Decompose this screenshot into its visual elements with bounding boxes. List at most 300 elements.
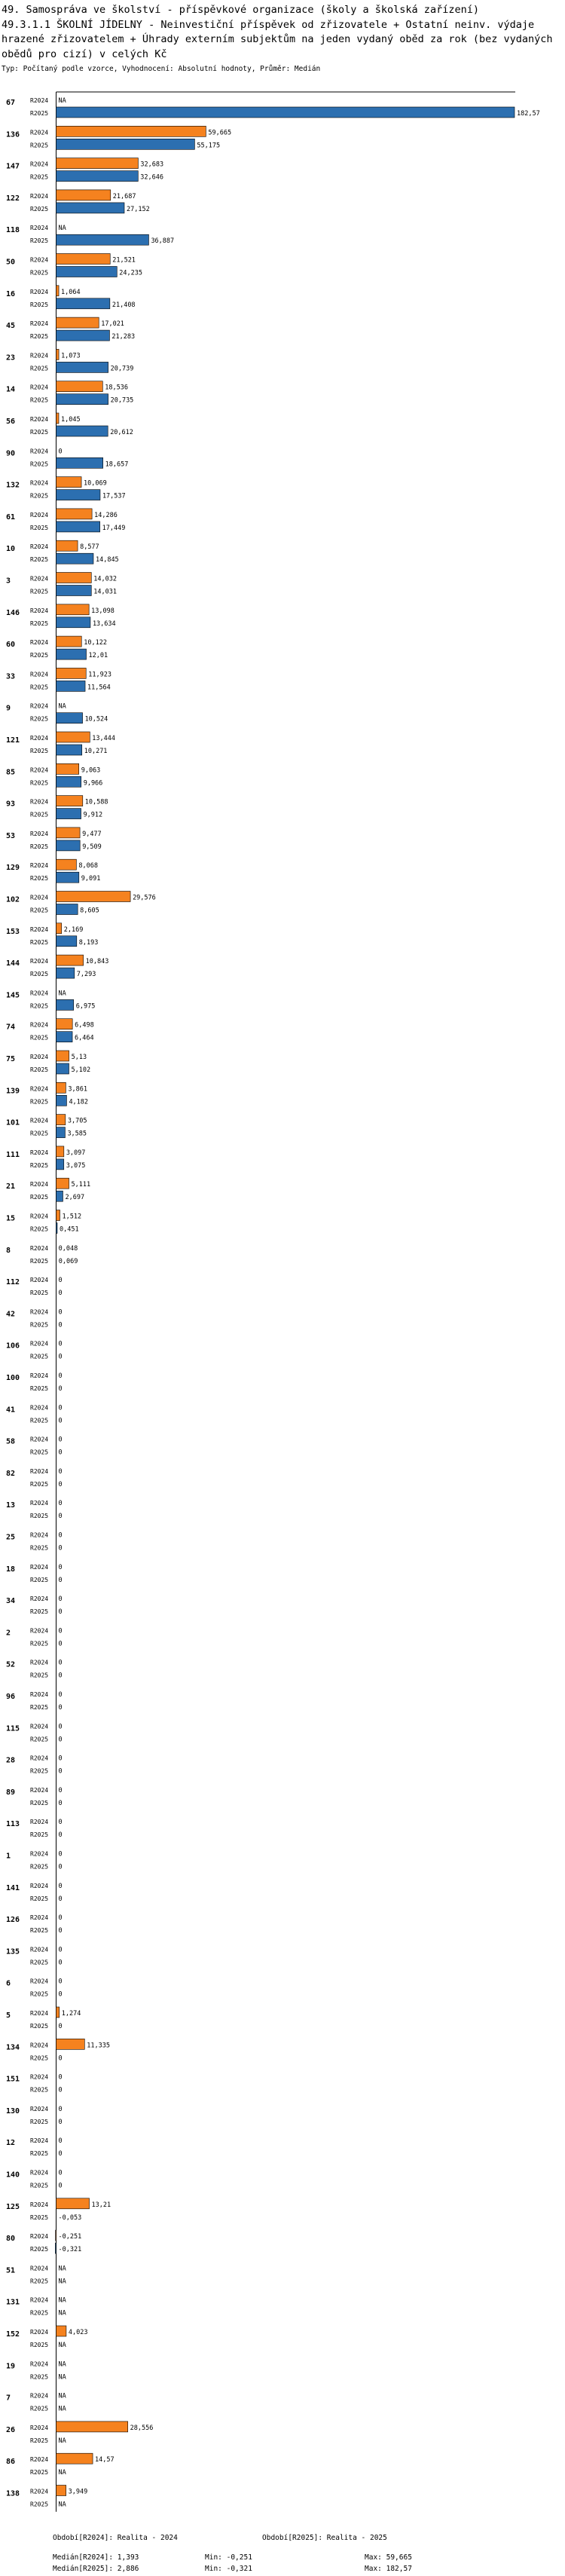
category-label: 15 <box>6 1214 16 1223</box>
series-label: R2024 <box>30 1946 49 1953</box>
category-label: 42 <box>6 1310 16 1319</box>
value-label: 0 <box>58 2073 63 2082</box>
series-label: R2025 <box>30 1640 49 1647</box>
series-label: R2025 <box>30 811 49 818</box>
series-label: R2024 <box>30 416 49 423</box>
bar-r2025 <box>56 1095 67 1106</box>
series-label: R2025 <box>30 715 49 723</box>
value-label: 10,524 <box>84 715 108 724</box>
series-label: R2024 <box>30 1213 49 1220</box>
series-label: R2025 <box>30 1736 49 1743</box>
bar-r2025 <box>56 745 82 755</box>
bar-r2024 <box>56 636 82 647</box>
bar-r2025 <box>56 617 90 628</box>
category-label: 58 <box>6 1437 16 1446</box>
series-label: R2025 <box>30 2437 49 2444</box>
category-label: 146 <box>6 608 20 617</box>
value-label: -0,321 <box>58 2246 82 2254</box>
series-label: R2025 <box>30 1130 49 1137</box>
series-label: R2025 <box>30 1161 49 1169</box>
category-label: 61 <box>6 512 16 522</box>
value-label: 0 <box>58 1340 63 1348</box>
category-label: 6 <box>6 1979 11 1988</box>
category-label: 80 <box>6 2235 16 2244</box>
series-label: R2024 <box>30 1882 49 1889</box>
series-label: R2025 <box>30 1385 49 1392</box>
value-label: 0 <box>58 1417 63 1425</box>
bar-r2024 <box>56 1082 66 1093</box>
value-label: 0 <box>58 1799 63 1807</box>
value-label: NA <box>58 2501 66 2509</box>
series-label: R2024 <box>30 830 49 837</box>
value-label: 36,887 <box>151 237 175 246</box>
series-label: R2025 <box>30 1290 49 1297</box>
series-label: R2024 <box>30 1691 49 1698</box>
value-label: 0 <box>58 2169 63 2177</box>
bar-r2024 <box>56 1019 73 1029</box>
category-label: 144 <box>6 959 20 968</box>
value-label: 13,444 <box>92 735 116 742</box>
category-label: 135 <box>6 1947 20 1956</box>
category-label: 93 <box>6 800 16 809</box>
series-label: R2024 <box>30 1054 49 1060</box>
series-label: R2025 <box>30 2501 49 2508</box>
value-label: 11,564 <box>87 684 111 692</box>
category-label: 33 <box>6 672 16 681</box>
series-label: R2025 <box>30 1225 49 1233</box>
bar-r2025 <box>56 267 118 277</box>
series-label: R2025 <box>30 237 49 245</box>
bar-r2024 <box>56 1146 64 1157</box>
series-label: R2024 <box>30 2073 49 2081</box>
series-label: R2025 <box>30 843 49 850</box>
max-r2025: Max: 182,57 <box>365 2565 412 2573</box>
value-label: -0,053 <box>58 2213 82 2222</box>
value-label: NA <box>58 2309 66 2317</box>
value-label: 20,735 <box>110 396 134 405</box>
median-r2024: Medián[R2024]: 1,393 <box>53 2553 139 2562</box>
value-label: 20,739 <box>110 365 134 373</box>
bar-r2024 <box>56 1210 60 1221</box>
bar-r2024 <box>56 604 90 615</box>
value-label: 9,091 <box>81 875 101 883</box>
category-label: 151 <box>6 2075 20 2084</box>
value-label: 0 <box>58 1691 63 1699</box>
value-label: -0,251 <box>58 2233 82 2241</box>
category-label: 82 <box>6 1469 16 1478</box>
bar-r2025 <box>56 1223 58 1234</box>
series-label: R2024 <box>30 2010 49 2017</box>
category-label: 145 <box>6 991 20 1000</box>
category-label: 50 <box>6 258 16 267</box>
series-label: R2024 <box>30 1021 49 1029</box>
value-label: NA <box>58 225 66 233</box>
value-label: 0 <box>58 2137 63 2146</box>
value-label: 3,861 <box>68 1085 87 1094</box>
value-label: 1,274 <box>61 2010 81 2018</box>
series-label: R2024 <box>30 1914 49 1922</box>
series-label: R2024 <box>30 2233 49 2241</box>
value-label: 3,585 <box>67 1130 87 1138</box>
series-label: R2024 <box>30 1786 49 1794</box>
category-label: 101 <box>6 1118 20 1127</box>
series-label: R2024 <box>30 1978 49 1985</box>
value-label: 21,408 <box>111 301 136 309</box>
value-label: 0 <box>58 1353 63 1361</box>
series-label: R2024 <box>30 1627 49 1635</box>
bar-r2024 <box>56 2453 93 2464</box>
series-label: R2025 <box>30 556 49 564</box>
category-label: 102 <box>6 895 20 904</box>
value-label: NA <box>58 2392 66 2400</box>
series-label: R2024 <box>30 735 49 742</box>
series-label: R2025 <box>30 588 49 595</box>
value-label: 10,271 <box>84 748 108 755</box>
value-label: 0 <box>58 1404 63 1412</box>
series-label: R2025 <box>30 301 49 308</box>
series-label: R2024 <box>30 1181 49 1189</box>
category-label: 19 <box>6 2362 16 2371</box>
value-label: 10,588 <box>84 798 108 806</box>
value-label: 0 <box>58 1513 63 1521</box>
value-label: 10,843 <box>85 958 109 966</box>
value-label: 0 <box>58 1914 63 1923</box>
series-label: R2025 <box>30 429 49 436</box>
series-label: R2025 <box>30 2118 49 2125</box>
bar-r2024 <box>56 859 77 870</box>
category-label: 130 <box>6 2106 20 2116</box>
category-label: 1 <box>6 1852 11 1861</box>
category-label: 138 <box>6 2489 20 2498</box>
value-label: 0 <box>58 1927 63 1935</box>
series-label: R2025 <box>30 1449 49 1456</box>
series-label: R2024 <box>30 1723 49 1730</box>
value-label: 8,193 <box>78 938 99 947</box>
bar-r2025 <box>55 2243 56 2253</box>
category-label: 67 <box>6 99 16 107</box>
series-label: R2024 <box>30 766 49 774</box>
series-label: R2024 <box>30 798 49 806</box>
bar-r2025 <box>56 904 78 915</box>
series-label: R2024 <box>30 1372 49 1379</box>
value-label: 7,293 <box>76 971 96 979</box>
series-label: R2024 <box>30 958 49 965</box>
value-label: 0 <box>58 1480 63 1488</box>
category-label: 134 <box>6 2043 20 2052</box>
value-label: 0 <box>58 1544 63 1553</box>
series-label: R2025 <box>30 1767 49 1775</box>
series-label: R2025 <box>30 1353 49 1360</box>
series-label: R2024 <box>30 2360 49 2368</box>
value-label: 11,923 <box>88 671 111 679</box>
value-label: NA <box>58 702 66 711</box>
series-label: R2025 <box>30 2086 49 2094</box>
value-label: 17,449 <box>102 524 126 532</box>
category-label: 26 <box>6 2425 16 2434</box>
series-label: R2025 <box>30 2150 49 2158</box>
bar-r2025 <box>56 1159 64 1170</box>
series-label: R2025 <box>30 1480 49 1488</box>
series-label: R2024 <box>30 2265 49 2272</box>
series-label: R2025 <box>30 779 49 787</box>
category-label: 152 <box>6 2330 20 2339</box>
series-label: R2025 <box>30 1863 49 1871</box>
series-label: R2025 <box>30 1417 49 1424</box>
value-label: 0,451 <box>60 1225 79 1234</box>
series-label: R2024 <box>30 352 49 359</box>
bar-r2025 <box>56 426 108 436</box>
series-label: R2025 <box>30 1544 49 1552</box>
value-label: 0 <box>58 2150 63 2158</box>
series-label: R2024 <box>30 671 49 678</box>
series-label: R2025 <box>30 1608 49 1616</box>
bar-r2025 <box>56 107 515 118</box>
series-label: R2024 <box>30 2042 49 2049</box>
series-label: R2024 <box>30 1563 49 1571</box>
category-label: 5 <box>6 2012 11 2020</box>
value-label: 1,064 <box>61 288 81 296</box>
series-label: R2025 <box>30 1257 49 1265</box>
series-label: R2024 <box>30 1149 49 1156</box>
value-label: 32,683 <box>140 161 164 169</box>
bar-r2025 <box>56 457 103 468</box>
value-label: 4,023 <box>68 2329 88 2336</box>
category-label: 125 <box>6 2202 20 2211</box>
value-label: 6,498 <box>75 1021 94 1029</box>
category-label: 16 <box>6 289 16 298</box>
series-label: R2025 <box>30 2342 49 2348</box>
bar-r2024 <box>56 413 59 424</box>
bar-r2024 <box>56 892 131 902</box>
median-r2025: Medián[R2025]: 2,886 <box>53 2565 139 2573</box>
value-label: NA <box>58 2265 66 2273</box>
series-label: R2024 <box>30 925 49 933</box>
bar-r2024 <box>56 732 90 742</box>
bar-r2024 <box>56 540 78 551</box>
series-label: R2025 <box>30 1959 49 1966</box>
value-label: 9,477 <box>82 830 102 838</box>
value-label: 6,464 <box>75 1034 94 1042</box>
category-label: 74 <box>6 1023 16 1032</box>
bar-r2025 <box>56 840 81 851</box>
category-label: 23 <box>6 353 16 363</box>
series-label: R2025 <box>30 524 49 531</box>
value-label: 14,286 <box>94 511 118 519</box>
bar-r2025 <box>56 139 195 149</box>
series-label: R2024 <box>30 97 49 104</box>
series-label: R2024 <box>30 2105 49 2113</box>
bar-r2025 <box>56 298 110 309</box>
chart-subtitle: Typ: Počítaný podle vzorce, Vyhodnocení: Absolutní hodnoty, Průměr: Medián <box>2 65 321 73</box>
series-label: R2024 <box>30 1308 49 1316</box>
series-label: R2025 <box>30 1513 49 1520</box>
bar-r2024 <box>56 2039 85 2049</box>
category-label: 132 <box>6 481 20 490</box>
value-label: 0,069 <box>58 1257 78 1265</box>
series-label: R2025 <box>30 2373 49 2381</box>
series-label: R2025 <box>30 652 49 659</box>
series-label: R2025 <box>30 1672 49 1679</box>
value-label: NA <box>58 990 66 998</box>
category-label: 131 <box>6 2298 20 2307</box>
value-label: 5,111 <box>71 1181 91 1189</box>
category-label: 115 <box>6 1724 20 1733</box>
value-label: 0 <box>58 1863 63 1871</box>
category-label: 153 <box>6 927 20 936</box>
value-label: 3,949 <box>68 2488 88 2496</box>
bar-r2025 <box>56 809 81 819</box>
series-label: R2024 <box>30 384 49 391</box>
value-label: 0 <box>58 1385 63 1393</box>
series-label: R2025 <box>30 269 49 277</box>
series-label: R2024 <box>30 448 49 455</box>
series-label: R2025 <box>30 2182 49 2189</box>
value-label: 182,57 <box>517 110 540 118</box>
value-label: 10,069 <box>84 479 107 488</box>
category-label: 121 <box>6 736 20 745</box>
value-label: 0 <box>58 1467 63 1476</box>
value-label: NA <box>58 2278 66 2286</box>
value-label: 8,605 <box>80 907 99 915</box>
series-label: R2025 <box>30 1002 49 1010</box>
bar-r2025 <box>56 330 110 341</box>
value-label: 1,073 <box>61 352 81 360</box>
value-label: NA <box>58 2469 66 2477</box>
category-label: 111 <box>6 1150 20 1159</box>
bar-r2024 <box>56 2422 128 2432</box>
value-label: 5,13 <box>71 1054 87 1061</box>
series-label: R2025 <box>30 1098 49 1106</box>
value-label: 13,21 <box>91 2201 111 2209</box>
category-label: 7 <box>6 2394 11 2403</box>
value-label: 5,102 <box>71 1066 91 1074</box>
value-label: 0 <box>58 1946 63 1954</box>
bar-r2024 <box>56 2326 66 2336</box>
series-label: R2025 <box>30 1927 49 1935</box>
series-label: R2025 <box>30 1990 49 1998</box>
series-label: R2025 <box>30 938 49 946</box>
value-label: 55,175 <box>197 142 221 150</box>
value-label: 0 <box>58 1290 63 1298</box>
category-label: 141 <box>6 1883 20 1892</box>
value-label: 13,634 <box>92 620 116 628</box>
value-label: 0 <box>58 1659 63 1667</box>
series-label: R2024 <box>30 575 49 583</box>
series-label: R2025 <box>30 1895 49 1902</box>
value-label: 21,283 <box>111 333 136 341</box>
bar-r2024 <box>56 1115 66 1125</box>
category-label: 10 <box>6 545 16 554</box>
category-label: 12 <box>6 2139 16 2148</box>
value-label: 14,031 <box>93 588 117 596</box>
category-label: 85 <box>6 768 16 777</box>
series-label: R2025 <box>30 1799 49 1807</box>
value-label: 0 <box>58 1850 63 1859</box>
value-label: 0 <box>58 1576 63 1584</box>
category-label: 89 <box>6 1788 16 1797</box>
series-label: R2024 <box>30 1467 49 1475</box>
value-label: 27,152 <box>126 205 150 213</box>
series-label: R2025 <box>30 1066 49 1073</box>
bar-r2024 <box>56 2198 90 2209</box>
series-label: R2025 <box>30 460 49 468</box>
series-label: R2024 <box>30 2456 49 2464</box>
value-label: 0 <box>58 1882 63 1890</box>
value-label: 0 <box>58 1372 63 1380</box>
bar-r2025 <box>56 776 81 787</box>
category-label: 126 <box>6 1916 20 1925</box>
category-label: 136 <box>6 130 20 139</box>
value-label: 0 <box>58 1736 63 1744</box>
bar-r2024 <box>56 573 92 583</box>
series-label: R2024 <box>30 1085 49 1093</box>
bar-r2024 <box>56 317 99 328</box>
value-label: 0 <box>58 1308 63 1317</box>
category-label: 56 <box>6 418 16 426</box>
series-label: R2025 <box>30 971 49 978</box>
series-label: R2024 <box>30 607 49 614</box>
series-label: R2025 <box>30 875 49 883</box>
bar-r2024 <box>56 1051 69 1061</box>
value-label: 32,646 <box>140 173 164 182</box>
value-label: 0 <box>58 1627 63 1635</box>
value-label: 0 <box>58 2182 63 2190</box>
category-label: 21 <box>6 1182 16 1192</box>
series-label: R2024 <box>30 1436 49 1443</box>
bar-r2024 <box>56 668 87 678</box>
series-label: R2024 <box>30 2201 49 2208</box>
series-label: R2024 <box>30 161 49 168</box>
bar-r2024 <box>56 190 111 200</box>
series-label: R2025 <box>30 2023 49 2030</box>
series-label: R2024 <box>30 2329 49 2336</box>
value-label: 2,697 <box>65 1194 85 1202</box>
series-label: R2025 <box>30 1576 49 1583</box>
series-label: R2025 <box>30 110 49 117</box>
category-label: 14 <box>6 385 16 394</box>
value-label: 0 <box>58 1819 63 1827</box>
series-label: R2024 <box>30 1277 49 1284</box>
value-label: 0 <box>58 1500 63 1508</box>
bar-r2024 <box>56 477 82 488</box>
bar-r2025 <box>56 490 100 500</box>
series-label: R2024 <box>30 1659 49 1666</box>
value-label: 0 <box>58 1786 63 1794</box>
category-label: 106 <box>6 1342 20 1351</box>
category-label: 96 <box>6 1693 16 1701</box>
series-label: R2025 <box>30 2246 49 2253</box>
chart-footer <box>0 2525 565 2576</box>
category-label: 9 <box>6 704 11 713</box>
value-label: NA <box>58 2342 66 2349</box>
category-label: 140 <box>6 2171 20 2180</box>
value-label: 0 <box>58 2054 63 2063</box>
bar-r2024 <box>56 2007 60 2018</box>
value-label: 13,098 <box>91 607 115 615</box>
series-label: R2025 <box>30 205 49 213</box>
value-label: 8,068 <box>78 862 98 870</box>
category-label: 51 <box>6 2266 16 2275</box>
value-label: 0 <box>58 2086 63 2094</box>
value-label: 0 <box>58 1959 63 1967</box>
value-label: 29,576 <box>133 894 156 902</box>
series-label: R2024 <box>30 2137 49 2145</box>
value-label: 1,045 <box>60 416 81 424</box>
series-label: R2025 <box>30 492 49 500</box>
series-label: R2025 <box>30 1831 49 1839</box>
series-label: R2024 <box>30 129 49 136</box>
bar-r2025 <box>56 553 93 564</box>
